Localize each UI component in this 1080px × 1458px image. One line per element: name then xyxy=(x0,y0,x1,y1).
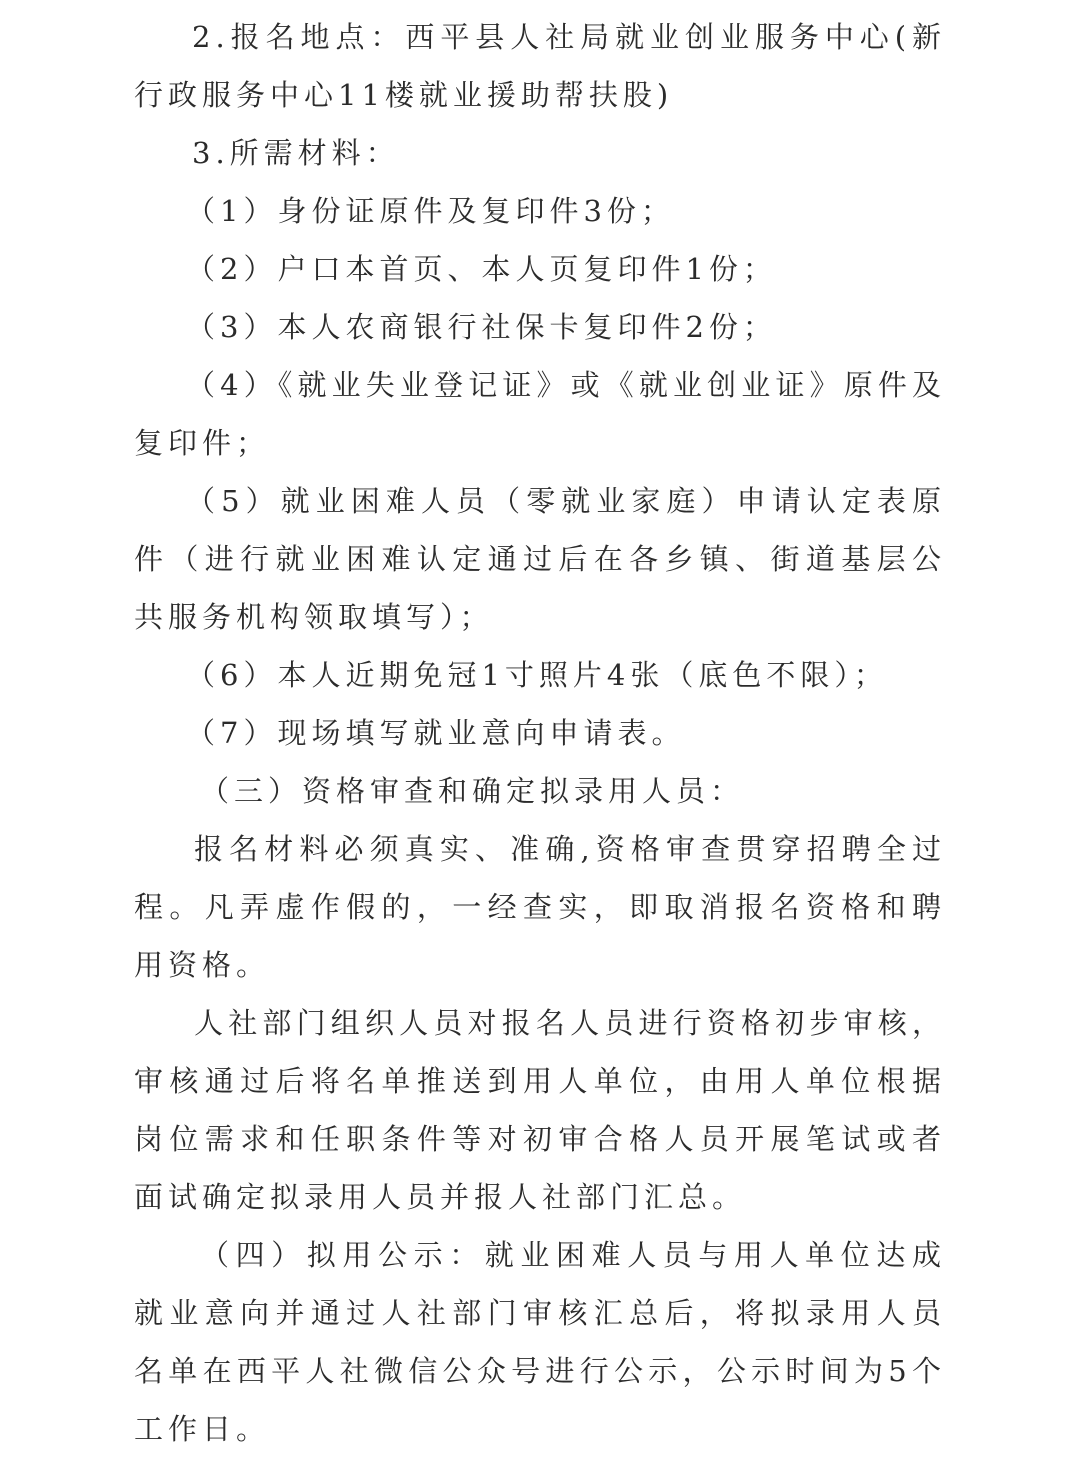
section-4-paragraph: （四）拟用公示：就业困难人员与用人单位达成就业意向并通过人社部门审核汇总后，将拟录用人员名单在西平人社微信公众号进行公示，公示时间为5个工作日。 xyxy=(134,1238,946,1446)
document-body xyxy=(134,8,946,1458)
registration-location-paragraph: 2.报名地点：西平县人社局就业创业服务中心(新行政服务中心11楼就业援助帮扶股) xyxy=(134,20,946,112)
material-item-4: （4）《就业失业登记证》或《就业创业证》原件及复印件； xyxy=(134,368,946,460)
section-3-paragraph-1: 报名材料必须真实、准确,资格审查贯穿招聘全过程。凡弄虚作假的，一经查实，即取消报名资格和聘用资格。 xyxy=(134,832,946,982)
material-item-1: （1）身份证原件及复印件3份； xyxy=(186,194,675,228)
material-item-7: （7）现场填写就业意向申请表。 xyxy=(186,716,686,750)
material-item-3: （3）本人农商银行社保卡复印件2份； xyxy=(186,310,777,344)
material-item-5: （5）就业困难人员（零就业家庭）申请认定表原件（进行就业困难认定通过后在各乡镇、街道基层公共服务机构领取填写）； xyxy=(134,484,946,634)
materials-heading: 3.所需材料： xyxy=(192,136,400,170)
material-item-2: （2）户口本首页、本人页复印件1份； xyxy=(186,252,777,286)
section-3-heading: （三）资格审查和确定拟录用人员： xyxy=(200,774,745,808)
material-item-6: （6）本人近期免冠1寸照片4张（底色不限）； xyxy=(186,658,888,692)
section-3-paragraph-2: 人社部门组织人员对报名人员进行资格初步审核，审核通过后将名单推送到用人单位，由用人单位根据岗位需求和任职条件等对初审合格人员开展笔试或者面试确定拟录用人员并报人社部门汇总。 xyxy=(134,1006,946,1214)
